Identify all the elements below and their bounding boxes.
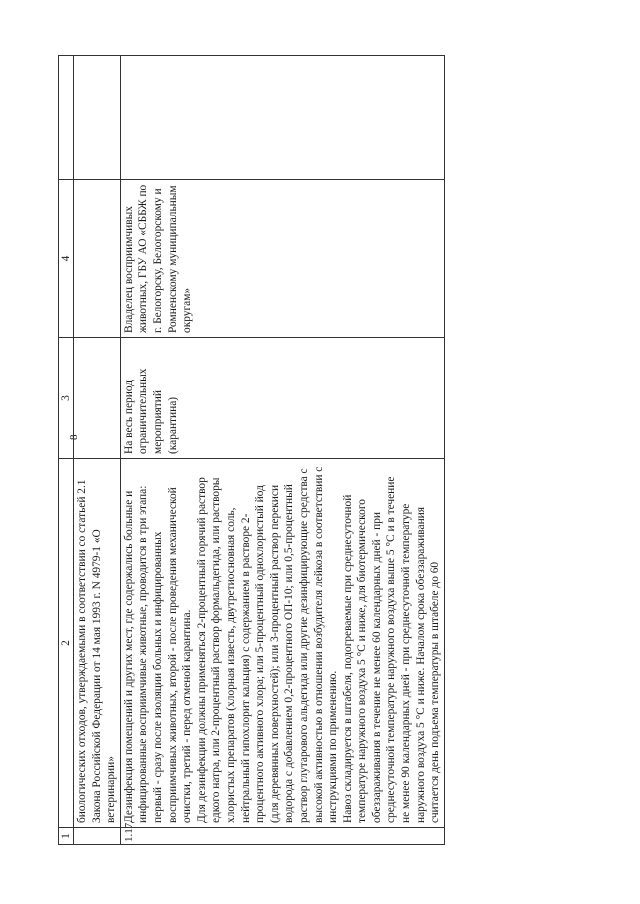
header-col-5 [59, 56, 74, 180]
table-row [74, 56, 121, 845]
row-number [74, 828, 121, 845]
row-number: 1.17. [120, 828, 444, 845]
measure-paragraph: Для дезинфекции должны применяться 2-процентный горячий раствор едкого натра, или 2-процентный раствор формальдегида, или растворы хлористых препаратов (хлорная известь, двутретиосновная соль, нейтральный гипохлорит кальция) с содержанием в растворе 2-процентного активного хлора; или 5-процентный однохлористый йод (для деревянных поверхностей); или 3-процентный раствор перекиси водорода с добавлением 0,2-процентного ОП-10; или 0,5-процентный раствор глутарового альдегида или другие дезинфицирующие средства с высокой активностью в отношении возбудителя лейкоза в соответствии с инструкциями по применению. [195, 466, 340, 823]
extra-cell [74, 56, 121, 180]
measure-paragraph: Навоз складируется в штабеля, подогреваемые при среднесуточной температуре наружного воздуха 5 °С и ниже, для биотермического обеззараживания в течение не менее 60 календарных дней - при среднесуточной температуре наружного воздуха выше 5 °С и в течение не менее 90 календарных дней - при среднесуточной температуре наружного воздуха 5 °С и ниже. Началом срока обеззараживания считается день подъема температуры в штабеле до 60 [341, 476, 442, 823]
extra-cell [120, 56, 444, 180]
measures-table [58, 55, 445, 845]
table-header-row [59, 56, 74, 845]
rotated-document [58, 55, 598, 845]
measure-text [120, 459, 444, 828]
responsible-cell [74, 180, 121, 338]
period-cell: На весь период ограничительных мероприятий (карантина) [120, 338, 444, 459]
page-number: 8 [68, 434, 80, 440]
header-col-1: 1 [59, 828, 74, 845]
table-row [120, 56, 444, 845]
responsible-cell: Владелец восприимчивых животных, ГБУ АО «СББЖ по г. Белогорску, Белогорскому и Ромненскому муниципальным округам» [120, 180, 444, 338]
measure-paragraph: Дезинфекция помещений и других мест, где содержались больные и инфицированные восприимчивые животные, проводится в три этапа: первый - сразу после изоляции больных и инфицированных восприимчивых животных, второй - после проведения механической очистки, третий - перед отменой карантина. [122, 485, 194, 823]
header-col-4: 4 [59, 180, 74, 338]
header-col-2: 2 [59, 459, 74, 828]
header-col-3: 3 [59, 338, 74, 459]
measure-text: биологических отходов, утверждаемыми в соответствии со статьей 2.1 Закона Российской Федерации от 14 мая 1993 г. N 4979-1 «О ветеринарии» [74, 459, 121, 828]
period-cell [74, 338, 121, 459]
